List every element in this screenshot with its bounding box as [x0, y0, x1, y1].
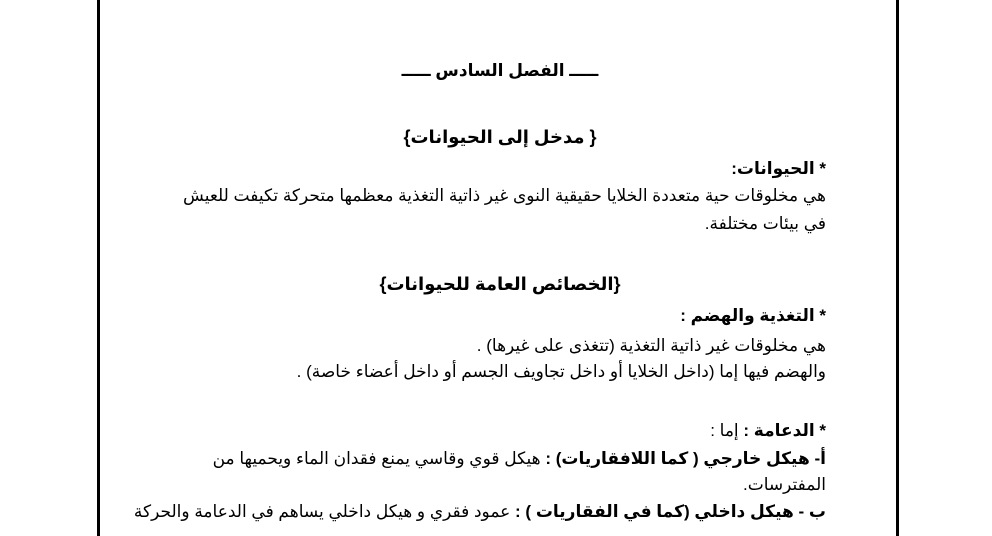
item-a-line [213, 448, 826, 470]
item-a-label: أ- هيكل خارجي ( كما اللافقاريات) : [545, 449, 826, 468]
support-suffix: إما : [710, 421, 739, 440]
nutrition-line2: والهضم فيها إما (داخل الخلايا أو داخل تجاويف الجسم أو داخل أعضاء خاصة) . [296, 362, 826, 381]
item-a-continuation: المفترسات. [743, 475, 826, 494]
item-b-label: ب - هيكل داخلي (كما في الفقاريات ) : [515, 502, 826, 521]
item-a-text: هيكل قوي وقاسي يمنع فقدان الماء ويحميها من [212, 449, 541, 468]
animals-label: * الحيوانات: [731, 159, 826, 178]
support-label: * الدعامة : [743, 421, 826, 440]
animals-definition-line1: هي مخلوقات حية متعددة الخلايا حقيقية النوى غير ذاتية التغذية معظمها متحركة تكيفت للعيش [183, 186, 826, 205]
animals-definition-line2: في بيئات مختلفة. [704, 214, 826, 233]
item-b-text: عمود فقري و هيكل داخلي يساهم في الدعامة والحركة [133, 502, 511, 521]
item-b-line [134, 501, 826, 523]
section-heading-characteristics: {الخصائص العامة للحيوانات} [379, 274, 621, 294]
nutrition-line1: هي مخلوقات غير ذاتية التغذية (تتغذى على غيرها) . [476, 336, 826, 355]
support-line [710, 420, 826, 442]
chapter-title: ـــــ الفصل السادس ـــــ [401, 61, 599, 80]
section-heading-intro: { مدخل إلى الحيوانات} [403, 127, 597, 147]
nutrition-label: * التغذية والهضم : [680, 306, 826, 325]
